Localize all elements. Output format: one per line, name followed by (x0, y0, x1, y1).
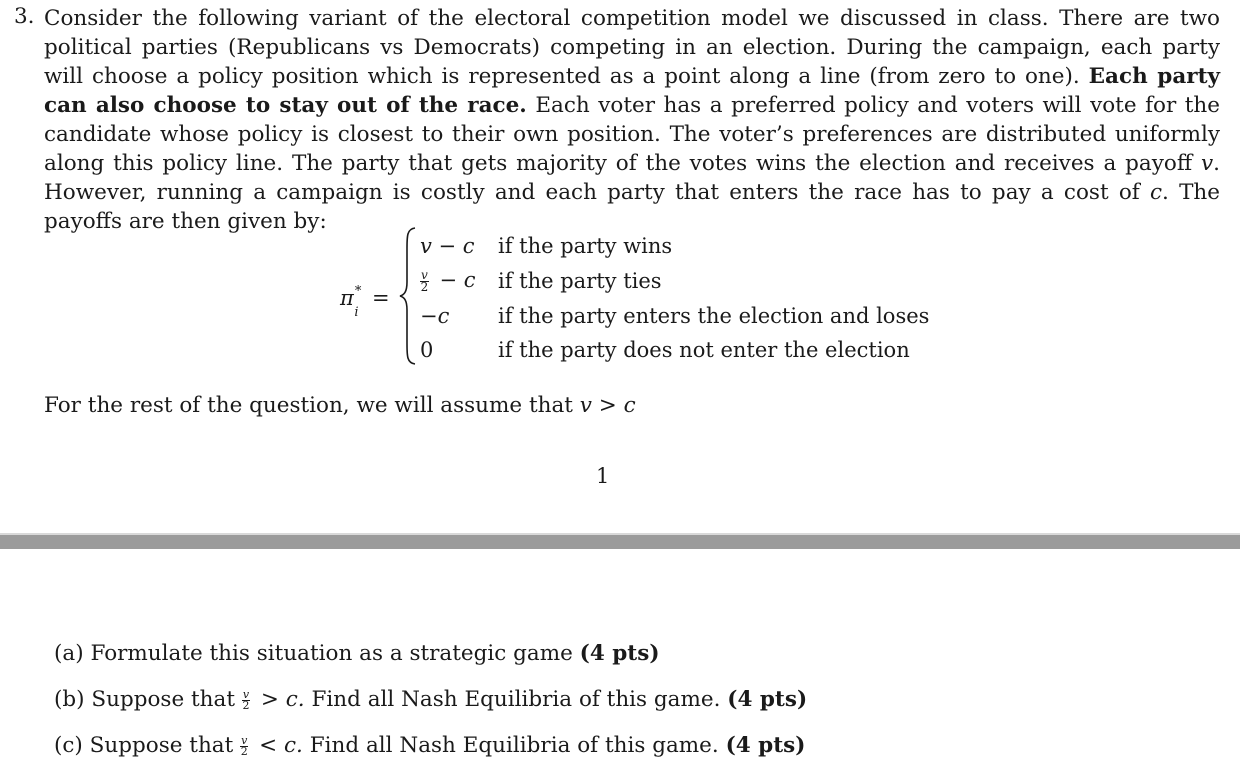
cost-symbol: c (1149, 180, 1163, 205)
case-condition-tie: if the party ties (498, 269, 662, 293)
fraction-v-over-2: $\frac{v}{2}$ (420, 268, 429, 294)
part-c: (c) Suppose that $\frac{v}{2}$ < c. Find all Nash Equilibria of this game. (4 pts) (54, 733, 806, 758)
question-intro: Consider the following variant of the electoral competition model we discussed in class. There are two political parties (Republicans vs Democrats) competing in an election. During the campaign, each party will choose a policy position which is represented as a point along a line (from zero to one). (44, 6, 1220, 89)
case-value-tie: $\frac{v}{2}$ − c (420, 268, 476, 294)
part-b: (b) Suppose that $\frac{v}{2}$ > c. Find all Nash Equilibria of this game. (4 pts) (54, 687, 808, 712)
question-middle: Each voter has a preferred policy and voters will vote for the candidate whose policy is closest to their own position. The voter’s preferences are distributed uniformly along this policy line. The party that gets majority of the votes wins the election and receives a payoff (44, 93, 1220, 176)
case-condition-lose: if the party enters the election and loses (498, 304, 930, 328)
page-separator (0, 535, 1240, 549)
payoff-formula (0, 228, 1240, 378)
question-number: 3. (14, 4, 35, 29)
part-a: (a) Formulate this situation as a strategic game (4 pts) (54, 641, 660, 666)
formula-lhs: $\pi^*_i$ (340, 284, 362, 321)
case-condition-win: if the party wins (498, 234, 673, 258)
question-end: . The payoffs are then given by: (44, 180, 1220, 234)
question-middle2: . However, running a campaign is costly and each party that enters the race has to pay a cost of (44, 151, 1220, 205)
case-condition-out: if the party does not enter the election (498, 338, 910, 362)
fraction-v-over-2: $\frac{v}{2}$ (240, 733, 248, 758)
case-value-out: 0 (420, 338, 434, 362)
left-brace-icon (398, 226, 418, 366)
formula-equals: = (372, 286, 390, 310)
payoff-symbol: v (1201, 151, 1214, 176)
assumption-math: v > c (579, 393, 636, 418)
fraction-v-over-2: $\frac{v}{2}$ (242, 687, 250, 712)
case-value-lose: −c (420, 304, 450, 328)
assumption-line: For the rest of the question, we will assume that v > c (44, 393, 636, 418)
page-number: 1 (596, 464, 610, 488)
question-paragraph (44, 4, 1220, 236)
question-bold-text: Each party can also choose to stay out of the race. (44, 64, 1221, 118)
case-value-win: v − c (420, 234, 475, 258)
